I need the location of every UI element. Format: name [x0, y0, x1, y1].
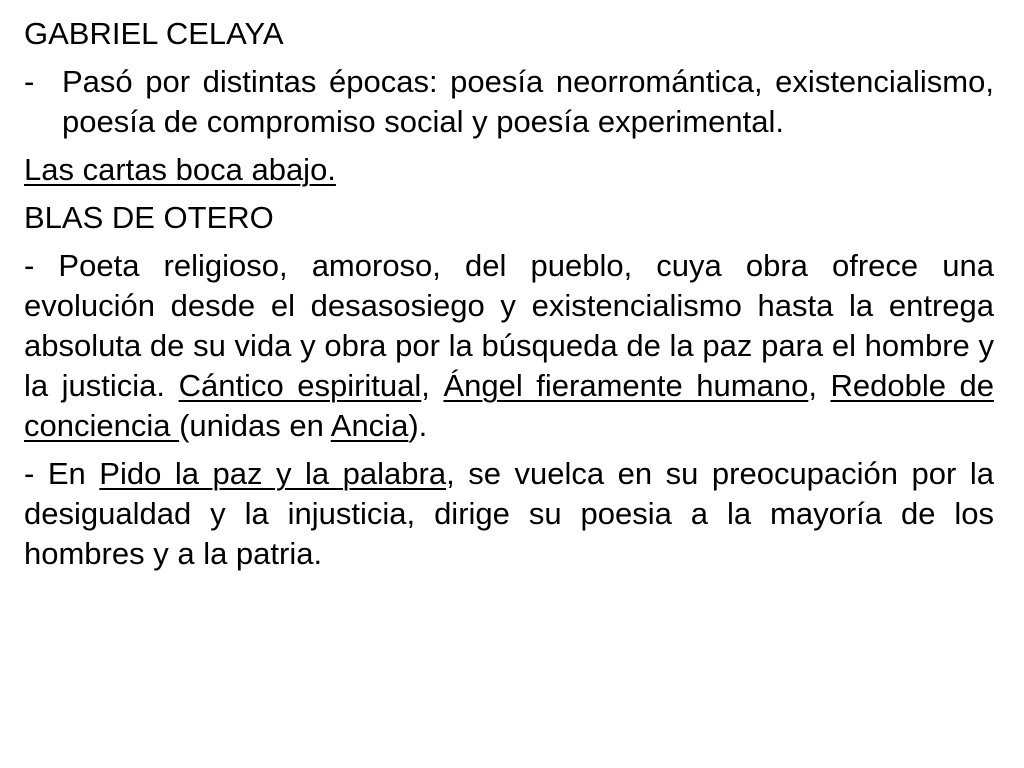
otero-p2-text: , se vuelca en su preocupación por la desigualdad y la injusticia, dirige su poesia a la mayoría de los hombres y a la patria.	[24, 456, 995, 571]
work-title-cantico: Cántico espiritual	[178, 368, 422, 403]
work-title-pido-la-paz: Pido la paz y la palabra	[99, 456, 447, 491]
bullet-dash: -	[24, 64, 35, 99]
slide-text-body	[24, 14, 994, 582]
otero-paragraph-2	[24, 454, 994, 574]
separator: ,	[808, 368, 831, 403]
otero-paragraph-1	[24, 246, 994, 446]
otero-heading: BLAS DE OTERO	[24, 200, 274, 235]
celaya-heading: GABRIEL CELAYA	[24, 16, 284, 51]
celaya-bullet	[24, 62, 994, 142]
work-title-ancia: Ancia	[330, 408, 409, 443]
otero-p1-text: - Poeta religioso, amoroso, del pueblo, cuya obra ofrece una evolución desde el desasosiego y existencialismo hasta la entrega absoluta de su vida y obra por la búsqueda de la paz para el hombre y la justicia.	[24, 248, 994, 403]
otero-p2-start: - En	[24, 456, 100, 491]
celaya-bullet-text: Pasó por distintas épocas: poesía neorromántica, existencialismo, poesía de compromiso social y poesía experimental.	[62, 64, 994, 139]
work-title-redoble: Redoble de conciencia	[24, 368, 994, 443]
otero-p1-mid: (unidas en	[179, 408, 331, 443]
separator: ,	[421, 368, 444, 403]
work-title-angel: Ángel fieramente humano	[443, 368, 809, 403]
celaya-work	[24, 150, 994, 190]
celaya-work-title: Las cartas boca abajo.	[24, 152, 336, 187]
otero-p1-end: ).	[408, 408, 428, 443]
